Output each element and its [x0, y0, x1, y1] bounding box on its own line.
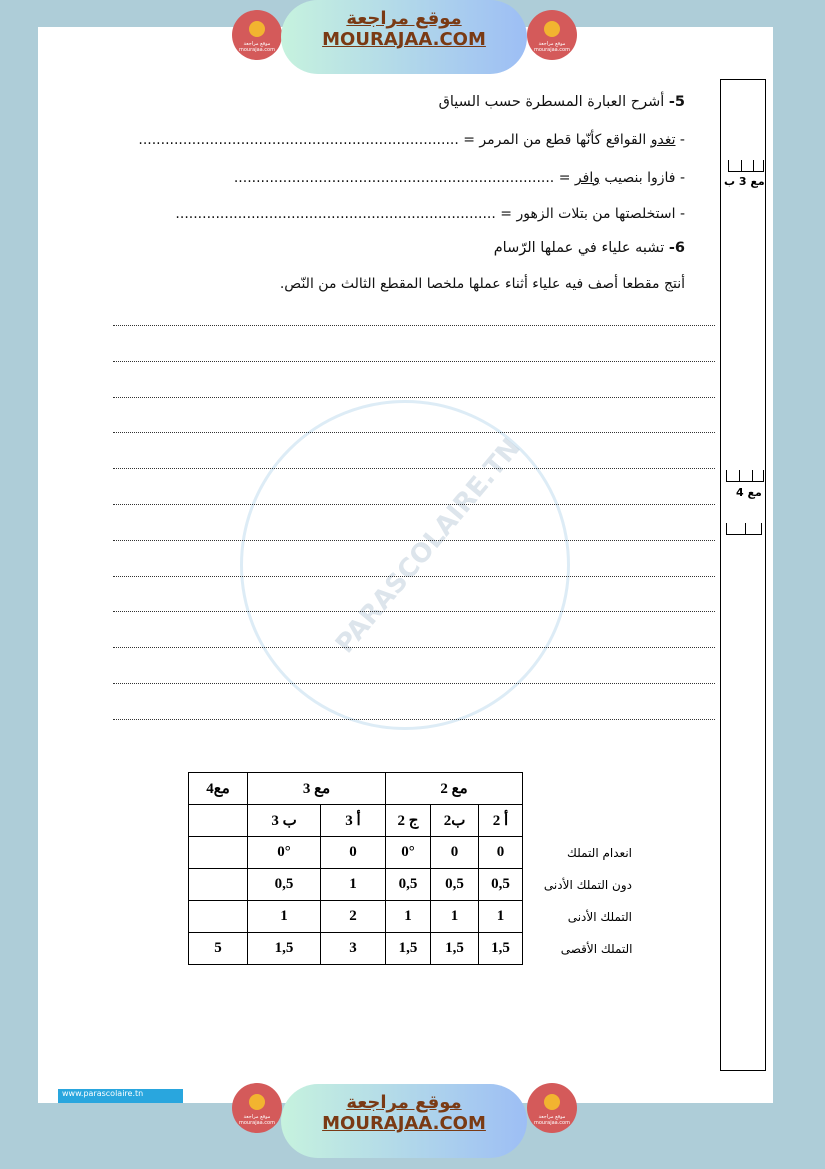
sub-header: 2 ج	[386, 805, 431, 837]
mourajaa-badge-right[interactable]	[527, 1083, 577, 1133]
table-row	[189, 869, 637, 901]
question-5	[439, 94, 685, 110]
row-label: دون التملك الأدنى	[543, 877, 632, 892]
score-boxes-3[interactable]	[726, 523, 762, 535]
sub-header: 3 أ	[321, 805, 386, 837]
grading-margin	[720, 79, 766, 1071]
item-3: - استخلصتها من بتلات الزهور = ........................................................................	[175, 206, 685, 222]
score-cell: 1	[386, 901, 431, 933]
score-cell: 0,5	[479, 869, 523, 901]
answer-line[interactable]	[113, 361, 715, 362]
banner-arabic: موقع مراجعة	[346, 1092, 462, 1113]
answer-line[interactable]	[113, 647, 715, 648]
group-header: مع 2	[386, 773, 523, 805]
grading-table	[188, 772, 637, 965]
score-boxes-1[interactable]	[728, 160, 764, 172]
q-text: أشرح العبارة المسطرة حسب السياق	[438, 94, 665, 110]
row-label: التملك الأقصى	[560, 941, 633, 956]
banner-arabic: موقع مراجعة	[346, 8, 462, 29]
score-cell: 1,5	[386, 933, 431, 965]
answer-line[interactable]	[113, 683, 715, 684]
parascolaire-url[interactable]: www.parascolaire.tn	[58, 1089, 183, 1103]
score-cell: 3	[321, 933, 386, 965]
badge-text: موقع مراجعة mourajaa.com	[533, 41, 570, 53]
answer-dots: ........................................................................	[233, 170, 555, 186]
underlined-word: وافر	[574, 170, 600, 186]
answer-line[interactable]	[113, 611, 715, 612]
score-cell: 1	[479, 901, 523, 933]
mourajaa-badge-left[interactable]	[232, 10, 282, 60]
answer-dots: ........................................................................	[138, 132, 459, 148]
score-cell: 0,5	[386, 869, 431, 901]
mourajaa-badge-left[interactable]	[232, 1083, 282, 1133]
score-cell	[189, 901, 248, 933]
margin-label-1: مع 3 ب	[724, 175, 765, 188]
score-cell: 1	[431, 901, 479, 933]
row-label: انعدام التملك	[567, 845, 632, 860]
header-banner[interactable]	[281, 0, 527, 74]
score-cell: 2	[321, 901, 386, 933]
banner-latin: MOURAJAA.COM	[322, 29, 486, 50]
badge-text: موقع مراجعة mourajaa.com	[238, 41, 275, 53]
mourajaa-badge-right[interactable]	[527, 10, 577, 60]
score-cell	[189, 837, 248, 869]
score-cell: 0°	[248, 837, 321, 869]
row-label: التملك الأدنى	[567, 909, 632, 924]
underlined-word: تغدو	[650, 132, 676, 148]
score-cell: 0	[321, 837, 386, 869]
footer-banner[interactable]	[281, 1084, 527, 1158]
score-cell: 0	[479, 837, 523, 869]
answer-dots: ........................................................................	[175, 206, 496, 222]
answer-line[interactable]	[113, 325, 715, 326]
banner-latin: MOURAJAA.COM	[322, 1113, 486, 1134]
watermark-text: PARASCOLAIRE.TN	[330, 432, 527, 660]
item-1: - تغدو القواقع كأنّها قطع من المرمر = ........................................................................	[138, 132, 685, 148]
sub-header: 3 ب	[248, 805, 321, 837]
answer-line[interactable]	[113, 504, 715, 505]
q-number: 5-	[668, 94, 685, 110]
answer-line[interactable]	[113, 397, 715, 398]
sub-header: 2 أ	[479, 805, 523, 837]
table-row	[189, 901, 637, 933]
answer-line[interactable]	[113, 432, 715, 433]
score-cell: 5	[189, 933, 248, 965]
table-row	[189, 837, 637, 869]
score-cell	[189, 869, 248, 901]
score-cell: 0,5	[431, 869, 479, 901]
score-cell: 0°	[386, 837, 431, 869]
score-cell: 1,5	[479, 933, 523, 965]
table-row	[189, 933, 637, 965]
margin-label-2: مع 4	[736, 486, 762, 499]
answer-line[interactable]	[113, 468, 715, 469]
score-boxes-2[interactable]	[726, 470, 764, 482]
answer-line[interactable]	[113, 719, 715, 720]
item-2: - فازوا بنصيب وافر = ........................................................................	[233, 170, 685, 186]
score-cell: 0	[431, 837, 479, 869]
sub-header: 2ب	[431, 805, 479, 837]
answer-line[interactable]	[113, 540, 715, 541]
score-cell: 1,5	[431, 933, 479, 965]
score-cell: 0,5	[248, 869, 321, 901]
sub-header	[189, 805, 248, 837]
question-6: 6- تشبه علياء في عملها الرّسام	[493, 240, 685, 256]
group-header: مع 3	[248, 773, 386, 805]
group-header: مع4	[189, 773, 248, 805]
question-6-task: أنتج مقطعا أصف فيه علياء أثناء عملها ملخصا المقطع الثالث من النّص.	[279, 276, 685, 292]
score-cell: 1,5	[248, 933, 321, 965]
badge-text: موقع مراجعة mourajaa.com	[533, 1114, 570, 1126]
score-cell: 1	[321, 869, 386, 901]
answer-line[interactable]	[113, 576, 715, 577]
badge-text: موقع مراجعة mourajaa.com	[238, 1114, 275, 1126]
score-cell: 1	[248, 901, 321, 933]
